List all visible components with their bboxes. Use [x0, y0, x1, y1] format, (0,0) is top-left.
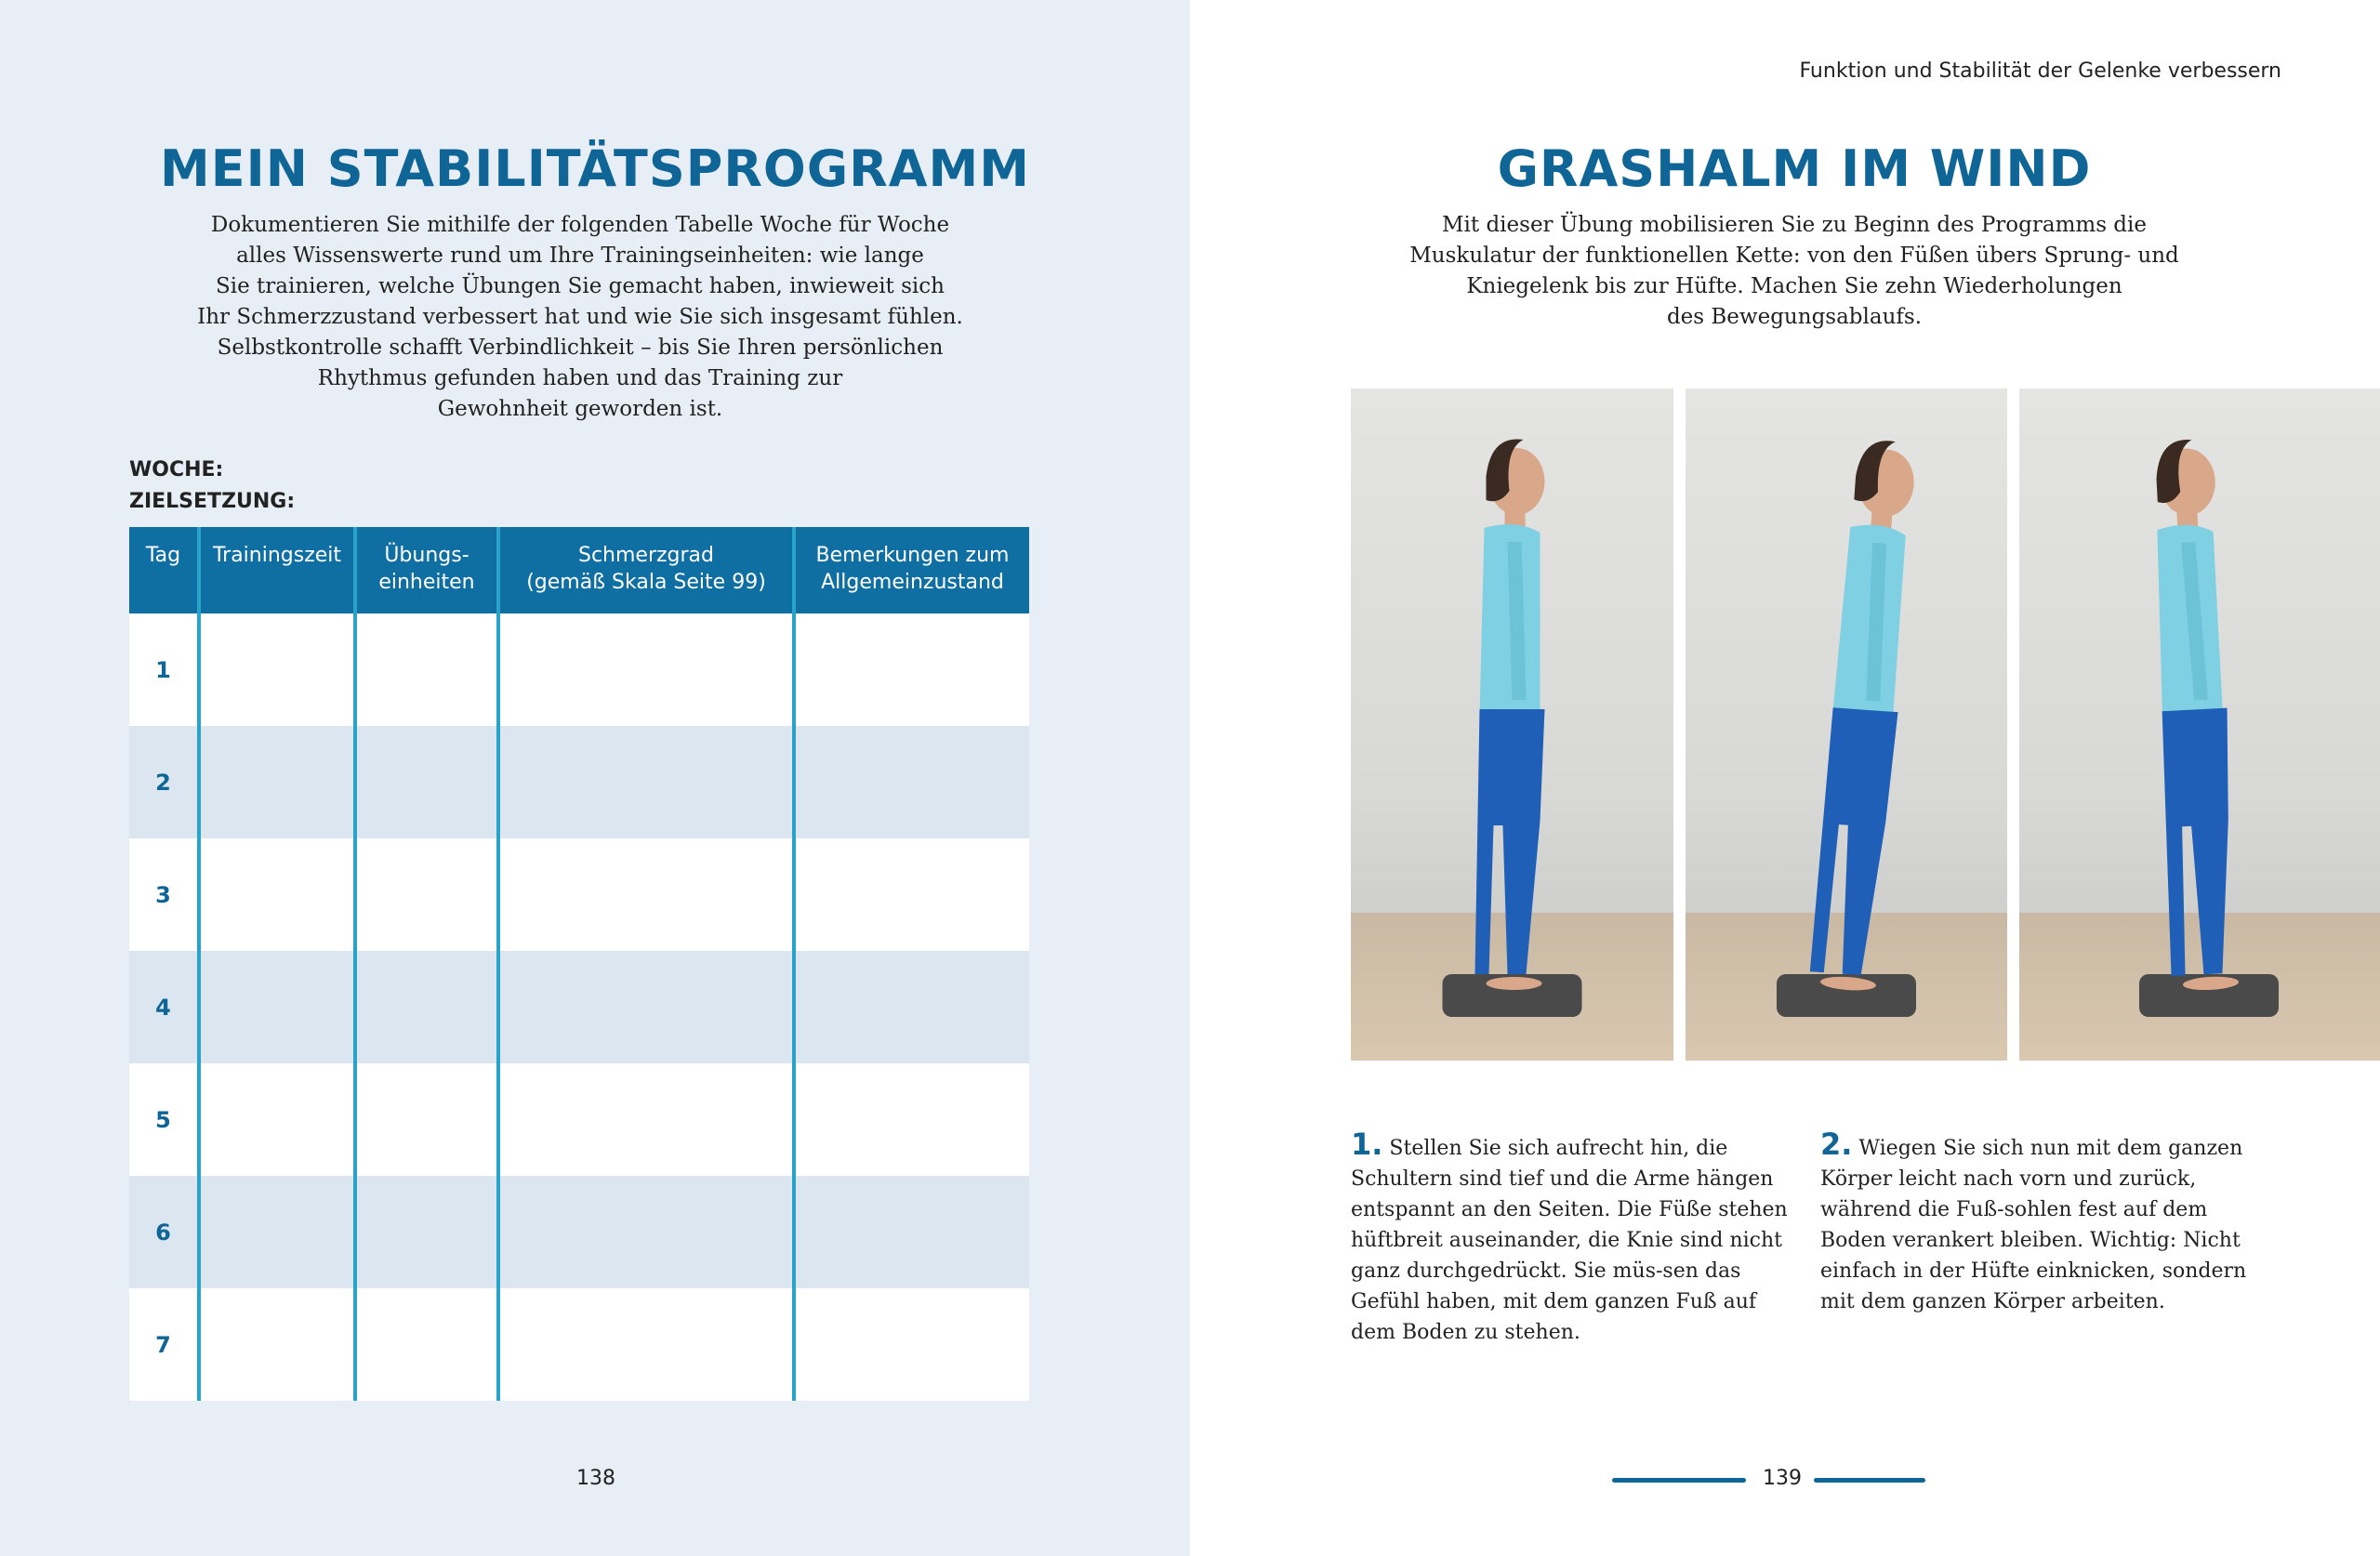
table-cell — [199, 951, 355, 1063]
table-cell — [199, 1063, 355, 1176]
exercise-photo-3 — [2019, 389, 2380, 1061]
column-header — [794, 527, 1029, 613]
table-cell — [794, 838, 1029, 951]
table-row — [129, 1176, 1029, 1288]
table-cell — [498, 838, 794, 951]
day-number: 1 — [129, 613, 199, 726]
table-cell — [355, 1288, 498, 1401]
page-title: MEIN STABILITÄTSPROGRAMM — [160, 139, 1030, 198]
table-cell — [794, 1176, 1029, 1288]
table-cell — [199, 613, 355, 726]
right-page — [1190, 0, 2380, 1556]
table-row — [129, 613, 1029, 726]
intro-line: Rhythmus gefunden haben und das Training zur — [317, 366, 843, 390]
column-header — [355, 527, 498, 613]
table-row — [129, 951, 1029, 1063]
step-2 — [1820, 1127, 2257, 1317]
table-cell — [498, 613, 794, 726]
intro-line: alles Wissenswerte rund um Ihre Trainingseinheiten: wie lange — [236, 244, 924, 268]
intro-line: Mit dieser Übung mobilisieren Sie zu Beginn des Programms die — [1441, 213, 2147, 237]
day-number: 2 — [129, 726, 199, 838]
table-row — [129, 838, 1029, 951]
intro-line: Selbstkontrolle schafft Verbindlichkeit – bis Sie Ihren persönlichen — [217, 336, 944, 360]
intro-text — [1190, 210, 2380, 333]
column-header — [498, 527, 794, 613]
step-text: Stellen Sie sich aufrecht hin, die Schultern sind tief und die Arme hängen entspannt an den Seiten. Die Füße stehen hüftbreit auseinander, die Knie sind nicht ganz durchgedrückt. Sie müs-sen das Gefühl haben, mit dem ganzen Fuß auf dem Boden zu stehen. — [1351, 1137, 1788, 1344]
column-header-line: Trainingszeit — [212, 544, 342, 567]
page-number: 138 — [576, 1467, 615, 1490]
table-cell — [498, 951, 794, 1063]
table-cell — [794, 726, 1029, 838]
woman-standing-on-balance-pad — [1351, 389, 1673, 1061]
column-header-line: Allgemeinzustand — [821, 571, 1004, 594]
intro-line: Kniegelenk bis zur Hüfte. Machen Sie zehn Wiederholungen — [1466, 274, 2122, 298]
table-row — [129, 1063, 1029, 1176]
exercise-photo-1 — [1351, 389, 1673, 1061]
table-cell — [355, 613, 498, 726]
running-head: Funktion und Stabilität der Gelenke verbessern — [1799, 59, 2281, 83]
table-row — [129, 1288, 1029, 1401]
step-number: 1. — [1351, 1127, 1383, 1162]
table-cell — [498, 1063, 794, 1176]
woman-standing-on-balance-pad — [2019, 389, 2380, 1061]
column-header — [129, 527, 199, 613]
intro-line: Muskulatur der funktionellen Kette: von den Füßen übers Sprung- und — [1409, 244, 2179, 268]
step-1 — [1351, 1127, 1788, 1348]
decorative-rule — [1612, 1478, 1746, 1483]
table-row — [129, 726, 1029, 838]
zielsetzung-label: ZIELSETZUNG: — [129, 490, 296, 513]
table-cell — [498, 726, 794, 838]
table-cell — [355, 1176, 498, 1288]
table-cell — [199, 726, 355, 838]
day-number: 5 — [129, 1063, 199, 1176]
column-header-line: Tag — [145, 544, 181, 567]
table-cell — [498, 1288, 794, 1401]
column-header-line: Übungs- — [384, 544, 469, 567]
column-header-line: einheiten — [378, 571, 475, 594]
training-table — [129, 527, 1029, 1401]
woman-standing-on-balance-pad — [1686, 389, 2007, 1061]
step-text: Wiegen Sie sich nun mit dem ganzen Körper leicht nach vorn und zurück, während die Fuß-sohlen fest auf dem Boden verankert bleiben. Wichtig: Nicht einfach in der Hüfte einknicken, sondern mit dem ganzen Körper arbeiten. — [1820, 1137, 2247, 1313]
day-number: 3 — [129, 838, 199, 951]
page-number: 139 — [1763, 1467, 1802, 1490]
table-cell — [794, 613, 1029, 726]
table-cell — [355, 1063, 498, 1176]
decorative-rule — [1814, 1478, 1925, 1483]
intro-line: Gewohnheit geworden ist. — [437, 397, 723, 421]
intro-line: Ihr Schmerzzustand verbessert hat und wie Sie sich insgesamt fühlen. — [197, 305, 963, 329]
table-cell — [794, 1063, 1029, 1176]
intro-text — [0, 210, 1160, 425]
table-cell — [794, 1288, 1029, 1401]
intro-line: des Bewegungsablaufs. — [1666, 305, 1923, 329]
column-header-line: (gemäß Skala Seite 99) — [526, 571, 766, 594]
table-cell — [199, 838, 355, 951]
intro-line: Sie trainieren, welche Übungen Sie gemacht haben, inwieweit sich — [216, 274, 945, 298]
woche-label: WOCHE: — [129, 458, 224, 481]
intro-line: Dokumentieren Sie mithilfe der folgenden Tabelle Woche für Woche — [210, 213, 950, 237]
table-cell — [498, 1176, 794, 1288]
column-header-line: Schmerzgrad — [577, 544, 715, 567]
step-number: 2. — [1820, 1127, 1853, 1162]
day-number: 7 — [129, 1288, 199, 1401]
table-cell — [355, 951, 498, 1063]
table-cell — [355, 726, 498, 838]
day-number: 6 — [129, 1176, 199, 1288]
table-cell — [199, 1288, 355, 1401]
column-header — [199, 527, 355, 613]
day-number: 4 — [129, 951, 199, 1063]
column-header-line: Bemerkungen zum — [815, 544, 1010, 567]
table-cell — [355, 838, 498, 951]
exercise-photo-2 — [1686, 389, 2007, 1061]
page-title: GRASHALM IM WIND — [1497, 139, 2092, 198]
table-cell — [794, 951, 1029, 1063]
table-cell — [199, 1176, 355, 1288]
